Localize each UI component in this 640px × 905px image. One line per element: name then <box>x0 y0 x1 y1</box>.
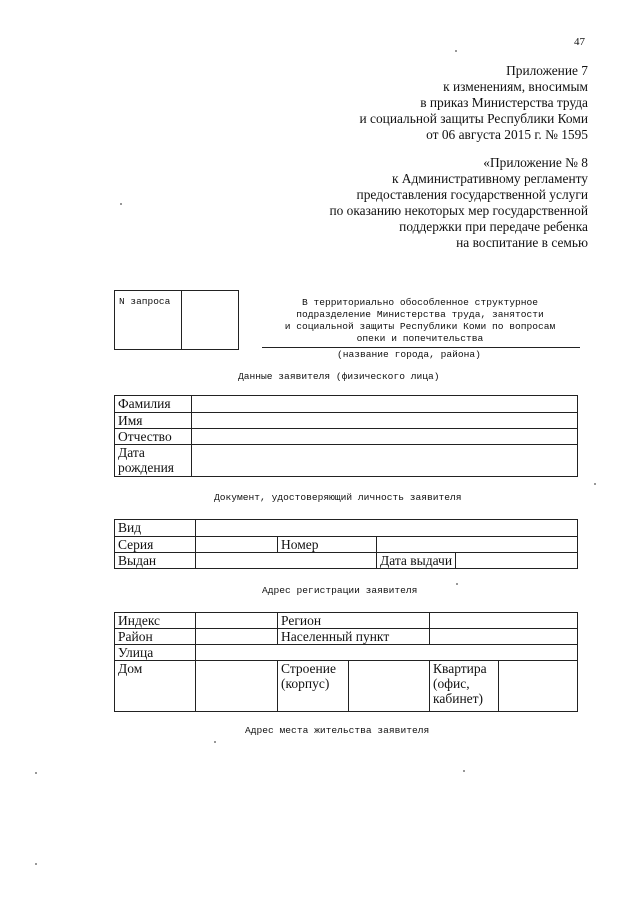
appendix-8-line: по оказанию некоторых мер государственной <box>329 203 588 218</box>
doc-series-field[interactable] <box>196 537 278 553</box>
region-field[interactable] <box>430 613 578 629</box>
building-label-line2: (корпус) <box>281 676 330 691</box>
appendix-8-line: к Административному регламенту <box>391 171 588 186</box>
doc-issue-date-label: Дата выдачи <box>377 553 456 568</box>
identity-doc-caption: Документ, удостоверяющий личность заявителя <box>214 492 462 503</box>
scan-speck <box>214 741 216 743</box>
residence-caption: Адрес места жительства заявителя <box>245 725 430 736</box>
building-cell <box>278 661 430 712</box>
house-label: Дом <box>115 661 196 712</box>
doc-number-field[interactable] <box>377 537 578 553</box>
city-caption: (название города, района) <box>337 349 481 360</box>
apartment-field[interactable] <box>499 661 578 712</box>
addressee-line: подразделение Министерства труда, занятости <box>296 309 544 320</box>
appendix-7-line: в приказ Министерства труда <box>420 95 588 110</box>
first-name-label: Имя <box>115 413 192 429</box>
scan-speck <box>120 203 122 205</box>
house-field[interactable] <box>196 661 278 712</box>
apartment-label-line1: Квартира <box>433 661 487 676</box>
building-label-line1: Строение <box>281 661 336 676</box>
appendix-8-line: предоставления государственной услуги <box>356 187 588 202</box>
birth-date-field[interactable] <box>192 445 578 477</box>
region-label: Регион <box>278 613 430 629</box>
appendix-7-line: от 06 августа 2015 г. № 1595 <box>426 127 588 142</box>
doc-number-label: Номер <box>278 537 377 553</box>
birth-date-label-line1: Дата <box>118 445 145 460</box>
registration-caption: Адрес регистрации заявителя <box>262 585 418 596</box>
scan-speck <box>455 50 457 52</box>
street-field[interactable] <box>196 645 578 661</box>
appendix-8-line: на воспитание в семью <box>456 235 588 250</box>
request-number-box <box>114 290 239 350</box>
last-name-label: Фамилия <box>115 396 192 413</box>
scan-speck <box>35 863 37 865</box>
patronymic-label: Отчество <box>115 429 192 445</box>
addressee-line: опеки и попечительства <box>356 333 484 344</box>
identity-doc-table <box>114 519 578 569</box>
registration-table <box>114 612 578 712</box>
request-number-label: N запроса <box>115 291 182 350</box>
applicant-table <box>114 395 578 477</box>
scan-speck <box>35 772 37 774</box>
first-name-field[interactable] <box>192 413 578 429</box>
applicant-caption: Данные заявителя (физического лица) <box>238 371 440 382</box>
appendix-7-header <box>360 63 588 143</box>
request-number-field[interactable] <box>182 291 239 350</box>
appendix-7-line: и социальной защиты Республики Коми <box>359 111 588 126</box>
apartment-label-line3: кабинет) <box>433 691 484 706</box>
appendix-7-line: к изменениям, вносимым <box>443 79 588 94</box>
doc-issued-by-label: Выдан <box>115 553 196 569</box>
district-field[interactable] <box>196 629 278 645</box>
locality-field[interactable] <box>430 629 578 645</box>
birth-date-label <box>115 445 192 477</box>
index-field[interactable] <box>196 613 278 629</box>
appendix-8-line: «Приложение № 8 <box>483 155 588 170</box>
doc-series-label: Серия <box>115 537 196 553</box>
doc-type-label: Вид <box>115 520 196 537</box>
scan-speck <box>456 583 458 585</box>
doc-issued-by-field[interactable] <box>196 553 377 569</box>
index-label: Индекс <box>115 613 196 629</box>
appendix-8-header <box>329 155 588 251</box>
last-name-field[interactable] <box>192 396 578 413</box>
patronymic-field[interactable] <box>192 429 578 445</box>
city-underline[interactable] <box>262 347 580 348</box>
district-label: Район <box>115 629 196 645</box>
addressee-line: и социальной защиты Республики Коми по вопросам <box>284 321 556 332</box>
scan-speck <box>463 770 465 772</box>
building-field[interactable] <box>349 661 429 711</box>
birth-date-label-line2: рождения <box>118 460 175 475</box>
appendix-7-line: Приложение 7 <box>506 63 588 78</box>
doc-issue-date-cell <box>377 553 578 569</box>
addressee-block <box>260 297 580 345</box>
apartment-label-line2: (офис, <box>433 676 470 691</box>
page-number: 47 <box>574 36 585 48</box>
addressee-line: В территориально обособленное структурное <box>301 297 539 308</box>
street-label: Улица <box>115 645 196 661</box>
doc-type-field[interactable] <box>196 520 578 537</box>
scan-speck <box>594 483 596 485</box>
appendix-8-line: поддержки при передаче ребенка <box>399 219 588 234</box>
building-label <box>278 661 349 711</box>
apartment-label <box>430 661 499 712</box>
locality-label: Населенный пункт <box>278 629 430 645</box>
